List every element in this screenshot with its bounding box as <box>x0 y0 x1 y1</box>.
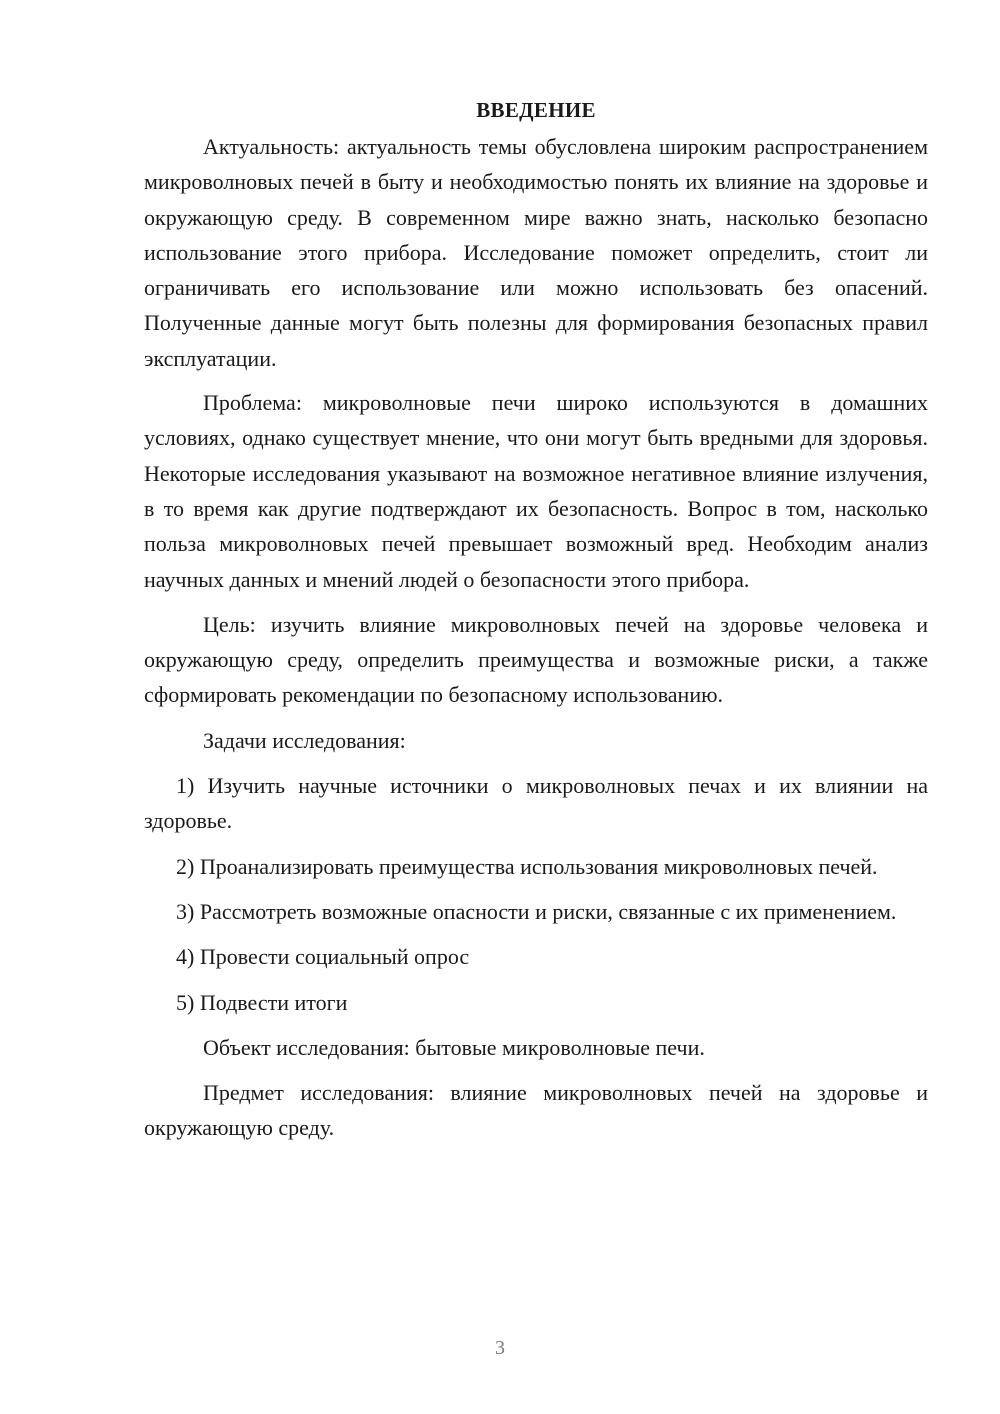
page-number: 3 <box>495 1337 505 1359</box>
task-item: 4) Провести социальный опрос <box>176 944 470 970</box>
task-item: 2) Проанализировать преимущества использования микроволновых печей. <box>176 853 878 879</box>
page-content <box>144 93 928 1146</box>
task-item: 3) Рассмотреть возможные опасности и риски, связанные с их применением. <box>176 898 897 924</box>
relevance-paragraph: Актуальность: актуальность темы обусловлена широким распространением микроволновых печей в быту и необходимостью понять их влияние на здоровье и окружающую среду. В современном мире важно знать, насколько безопасно использование этого прибора. Исследование поможет определить, стоит ли ограничивать его использование или можно использовать без опасений. Полученные данные могут быть полезны для формирования безопасных правил эксплуатации. <box>144 134 928 371</box>
goal-paragraph: Цель: изучить влияние микроволновых печей на здоровье человека и окружающую среду, определить преимущества и возможные риски, а также сформировать рекомендации по безопасному использованию. <box>144 611 928 708</box>
tasks-heading: Задачи исследования: <box>203 727 406 753</box>
section-title: ВВЕДЕНИЕ <box>476 98 596 122</box>
subject-paragraph: Предмет исследования: влияние микроволновых печей на здоровье и окружающую среду. <box>144 1080 928 1141</box>
task-item: 5) Подвести итоги <box>176 989 348 1015</box>
task-item: 1) Изучить научные источники о микроволновых печах и их влиянии на здоровье. <box>144 773 928 834</box>
tasks-list <box>144 768 928 1020</box>
object-paragraph: Объект исследования: бытовые микроволновые печи. <box>203 1034 705 1060</box>
problem-paragraph: Проблема: микроволновые печи широко используются в домашних условиях, однако существует мнение, что они могут быть вредными для здоровья. Некоторые исследования указывают на возможное негативное влияние излучения, в то время как другие подтверждают их безопасность. Вопрос в том, насколько польза микроволновых печей превышает возможный вред. Необходим анализ научных данных и мнений людей о безопасности этого прибора. <box>144 390 928 592</box>
